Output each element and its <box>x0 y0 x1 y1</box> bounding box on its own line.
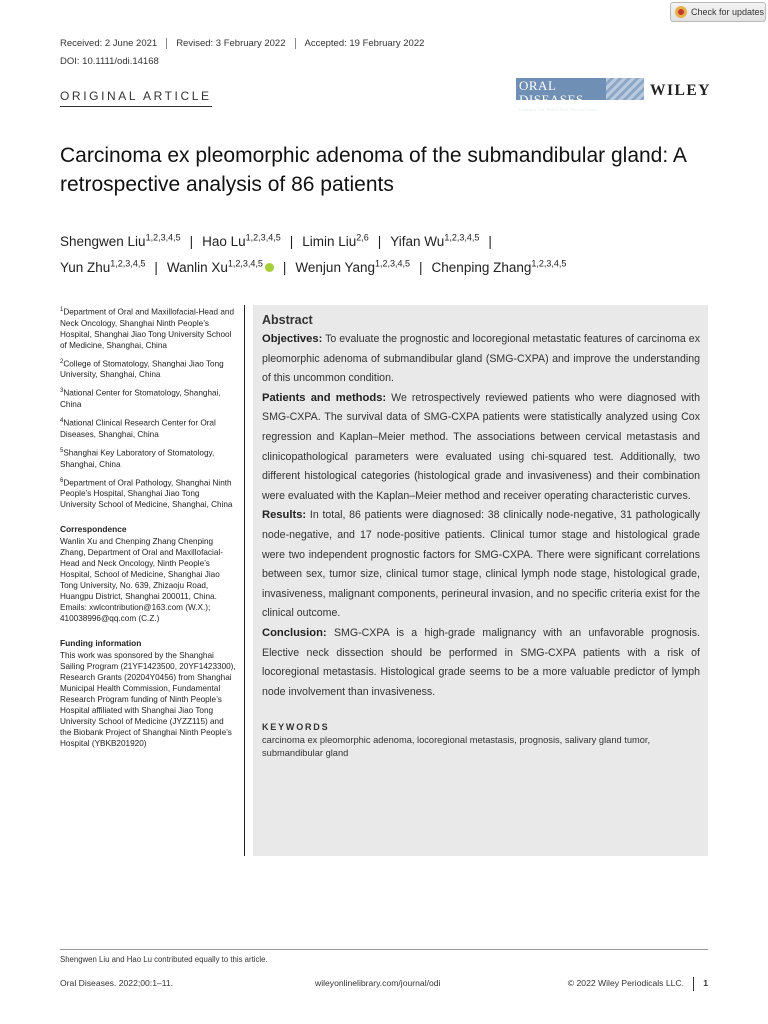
journal-logo <box>516 78 644 112</box>
abstract-conclusion <box>262 624 700 702</box>
correspondence-emails[interactable]: Emails: xwlcontribution@163.com (W.X.); 410038996@qq.com (C.Z.) <box>60 603 211 624</box>
author-affiliation-numbers: 2,6 <box>356 232 369 242</box>
check-updates-label: Check for updates <box>691 7 765 17</box>
affiliation-text: Department of Oral Pathology, Shanghai Ninth People’s Hospital, Shanghai Jiao Tong University School of Medicine, Shanghai, China <box>60 478 233 510</box>
footer-journal-citation: Oral Diseases. 2022;00:1–11. <box>60 978 174 988</box>
author-name[interactable] <box>202 234 281 249</box>
keywords-text: carcinoma ex pleomorphic adenoma, locoregional metastasis, prognosis, salivary gland tumor, submandibular gland <box>262 735 651 759</box>
author-name[interactable] <box>390 234 479 249</box>
author-affiliation-numbers: 1,2,3,4,5 <box>375 258 411 269</box>
author-affiliation-numbers: 1,2,3,4,5 <box>110 258 146 269</box>
affiliation-text: National Center for Stomatology, Shanghai, China <box>60 389 221 410</box>
check-updates-icon <box>675 6 687 18</box>
affiliation-item <box>60 416 236 440</box>
page-number-divider <box>693 977 694 991</box>
check-for-updates-button[interactable] <box>670 2 766 22</box>
author-name-text: Yifan Wu <box>390 233 445 249</box>
author-name[interactable] <box>295 260 410 275</box>
affiliation-text: Department of Oral and Maxillofacial-Head and Neck Oncology, Shanghai Ninth People’s Hospital, Shanghai Jiao Tong University School of Medicine, Shanghai, China <box>60 307 235 350</box>
author-separator: | <box>282 260 287 275</box>
affiliation-item <box>60 446 236 470</box>
journal-logo-name: ORAL DISEASES <box>519 78 584 107</box>
author-separator: | <box>488 233 492 249</box>
author-name-text: Hao Lu <box>202 233 246 249</box>
author-separator: | <box>419 260 423 275</box>
author-name[interactable] <box>167 260 274 275</box>
journal-logo-artwork <box>606 78 644 100</box>
affiliation-item <box>60 357 236 381</box>
author-separator: | <box>289 233 294 249</box>
doi[interactable]: DOI: 10.1111/odi.14168 <box>60 56 159 67</box>
author-separator: | <box>154 260 158 275</box>
equal-contribution-footnote: Shengwen Liu and Hao Lu contributed equally to this article. <box>60 955 268 964</box>
author-name-text: Wenjun Yang <box>295 260 375 275</box>
affiliation-item <box>60 305 236 351</box>
journal-logo-tagline: Leading in Oral, Head & Neck, Mucosal Disease <box>519 107 598 112</box>
revised-date: Revised: 3 February 2022 <box>166 38 294 49</box>
results-text: In total, 86 patients were diagnosed: 38 clinically node-negative, 31 pathologically node-negative, and 17 node-positive patients. Clinical tumor stage and histological grade were two independent prognostic factors for SMG-CXPA. There were significant correlations between sex, tumor size, clinical tumor stage, clinical lymph node stage, histological grade, invasiveness, malignant components, perineural invasion, and no specific criteria exist for the clinical outcome. <box>262 509 700 620</box>
publisher-logo: WILEY <box>650 82 711 99</box>
abstract-objectives <box>262 330 700 389</box>
affiliation-text: Shanghai Key Laboratory of Stomatology, Shanghai, China <box>60 448 215 469</box>
author-name-text: Wanlin Xu <box>166 260 228 275</box>
affiliation-text: National Clinical Research Center for Oral Diseases, Shanghai, China <box>60 418 216 439</box>
article-type: ORIGINAL ARTICLE <box>60 89 212 107</box>
author-affiliation-numbers: 1,2,3,4,5 <box>227 258 263 269</box>
article-title: Carcinoma ex pleomorphic adenoma of the submandibular gland: A retrospective analysis of 86 patients <box>60 144 686 196</box>
author-separator: | <box>189 233 194 249</box>
author-affiliation-numbers: 1,2,3,4,5 <box>245 232 281 242</box>
funding-text: This work was sponsored by the Shanghai Sailing Program (21YF1423500, 20YF1423300), Research Grants (20204Y0456) from Shanghai Municipal Health Commission, Fundamental Research Program funding of Ninth People’s Hospital affiliated with Shanghai Jiao Tong University School of Medicine (JYZZ115) and the Biobank Project of Shanghai Ninth People’s Hospital (YBKB201920) <box>60 651 236 749</box>
author-name[interactable] <box>432 260 567 275</box>
affiliation-item <box>60 386 236 410</box>
footer-copyright: © 2022 Wiley Periodicals LLC. <box>567 978 684 988</box>
page-number: 1 <box>703 978 708 988</box>
affiliation-text: College of Stomatology, Shanghai Jiao Tong University, Shanghai, China <box>60 359 224 380</box>
affiliation-number: 4 <box>60 418 64 425</box>
author-affiliation-numbers: 1,2,3,4,5 <box>444 232 480 242</box>
article-dates <box>60 38 433 49</box>
affiliation-number: 5 <box>60 447 64 454</box>
affiliation-number: 6 <box>60 477 64 484</box>
author-name[interactable] <box>60 234 181 249</box>
results-label: Results: <box>262 509 307 522</box>
abstract-results <box>262 506 700 624</box>
author-list <box>60 226 710 279</box>
affiliation-number: 2 <box>60 358 64 365</box>
author-affiliation-numbers: 1,2,3,4,5 <box>531 258 567 269</box>
author-name[interactable] <box>60 260 145 275</box>
author-name[interactable] <box>302 234 369 249</box>
affiliation-number: 3 <box>60 388 64 395</box>
author-separator: | <box>377 233 382 249</box>
methods-text: We retrospectively reviewed patients who were diagnosed with SMG-CXPA. The survival data of SMG-CXPA patients were statistically analyzed using Cox regression and Kaplan–Meier method. The associations between cervical metastasis and clinicopathological parameters were evaluated using chi-squared test. Additionally, two different histological categories (histological grade and invasiveness) and their combination were evaluated with the Kaplan–Meier method and receiver operating characteristic curves. <box>262 391 700 502</box>
abstract-methods <box>262 389 700 507</box>
conclusion-text: SMG-CXPA is a high-grade malignancy with an unfavorable prognosis. Elective neck dissection should be performed in SMG-CXPA patients with a risk of locoregional metastasis. Histological grade seems to be a more valuable predictor of lymph node involvement than invasiveness. <box>262 626 700 698</box>
footer-journal-url[interactable]: wileyonlinelibrary.com/journal/odi <box>315 978 441 988</box>
column-divider <box>244 305 245 856</box>
left-column <box>60 305 236 749</box>
author-name-text: Limin Liu <box>302 233 357 249</box>
affiliation-item <box>60 476 236 511</box>
accepted-date: Accepted: 19 February 2022 <box>295 38 434 49</box>
correspondence-text: Wanlin Xu and Chenping Zhang Chenping Zhang, Department of Oral and Maxillofacial-Head and Neck Oncology, Ninth People’s Hospital, School of Medicine, Shanghai Jiao Tong University, No. 639, Zhizaoju Road, Huangpu District, Shanghai 200011, China. <box>60 537 223 602</box>
objectives-text: To evaluate the prognostic and locoregional metastatic features of carcinoma ex pleomorphic adenoma of submandibular gland (SMG-CXPA) and improve the understanding of this uncommon condition. <box>262 333 700 385</box>
affiliations-list <box>60 305 236 510</box>
affiliation-number: 1 <box>60 307 64 313</box>
abstract-box <box>253 305 708 856</box>
objectives-label: Objectives: <box>262 333 323 345</box>
conclusion-label: Conclusion: <box>262 626 327 639</box>
correspondence-heading: Correspondence <box>60 524 127 535</box>
funding-heading: Funding information <box>60 638 142 649</box>
keywords-heading: KEYWORDS <box>262 722 330 733</box>
methods-label: Patients and methods: <box>262 391 387 404</box>
footnote-divider <box>60 949 708 950</box>
received-date: Received: 2 June 2021 <box>60 38 158 49</box>
author-name-text: Shengwen Liu <box>60 233 146 249</box>
author-name-text: Yun Zhu <box>60 260 111 275</box>
abstract-heading: Abstract <box>262 313 313 327</box>
orcid-icon[interactable] <box>265 263 274 272</box>
author-name-text: Chenping Zhang <box>431 260 532 275</box>
author-affiliation-numbers: 1,2,3,4,5 <box>145 232 181 242</box>
page-footer <box>60 978 708 992</box>
